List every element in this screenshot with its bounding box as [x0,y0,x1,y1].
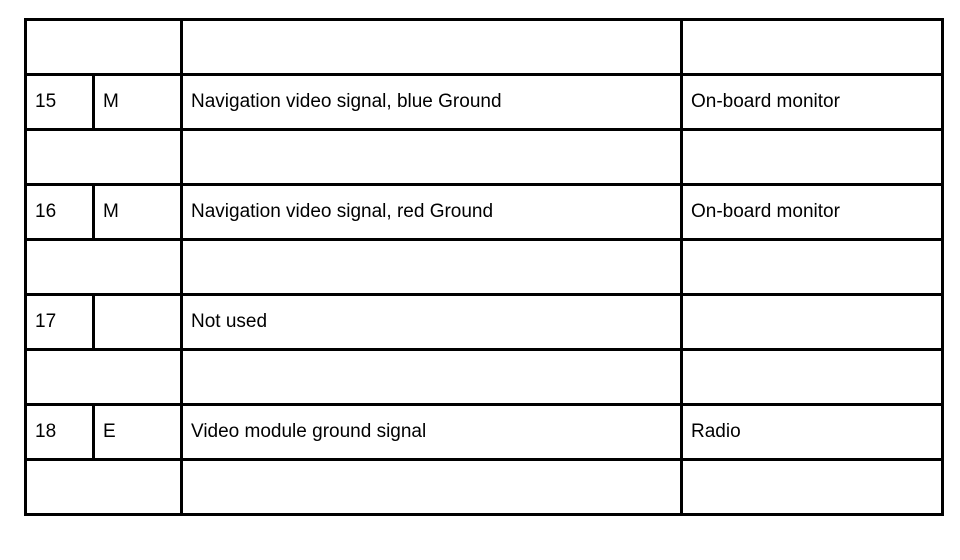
spacer-cell-target [682,240,943,295]
spacer-cell-description [182,460,682,515]
cell-description: Navigation video signal, blue Ground [182,75,682,130]
spacer-cell-target [682,20,943,75]
table-row [26,75,943,130]
spacer-cell-target [682,130,943,185]
spacer-cell-description [182,240,682,295]
spacer-cell-description [182,350,682,405]
spacer-cell-description [182,130,682,185]
table-body [26,20,943,515]
table-row [26,460,943,515]
cell-target: On-board monitor [682,75,943,130]
table-row [26,185,943,240]
spacer-cell-pin-code [26,240,182,295]
cell-pin-code: M [94,185,182,240]
spacer-cell-pin-code [26,460,182,515]
spacer-cell-pin-code [26,130,182,185]
table-row [26,20,943,75]
cell-pin-number: 16 [26,185,94,240]
spacer-cell-target [682,350,943,405]
cell-description: Navigation video signal, red Ground [182,185,682,240]
spacer-cell-pin-code [26,350,182,405]
cell-pin-code: M [94,75,182,130]
table-row [26,405,943,460]
cell-description: Not used [182,295,682,350]
spacer-cell-description [182,20,682,75]
spacer-cell-target [682,460,943,515]
cell-pin-number: 17 [26,295,94,350]
table-row [26,130,943,185]
cell-pin-number: 18 [26,405,94,460]
cell-pin-number: 15 [26,75,94,130]
spacer-cell-pin-code [26,20,182,75]
table-row [26,350,943,405]
cell-pin-code [94,295,182,350]
table-row [26,240,943,295]
cell-description: Video module ground signal [182,405,682,460]
table-row [26,295,943,350]
cell-target [682,295,943,350]
cell-pin-code: E [94,405,182,460]
cell-target: Radio [682,405,943,460]
pin-assignment-table [24,18,944,516]
cell-target: On-board monitor [682,185,943,240]
